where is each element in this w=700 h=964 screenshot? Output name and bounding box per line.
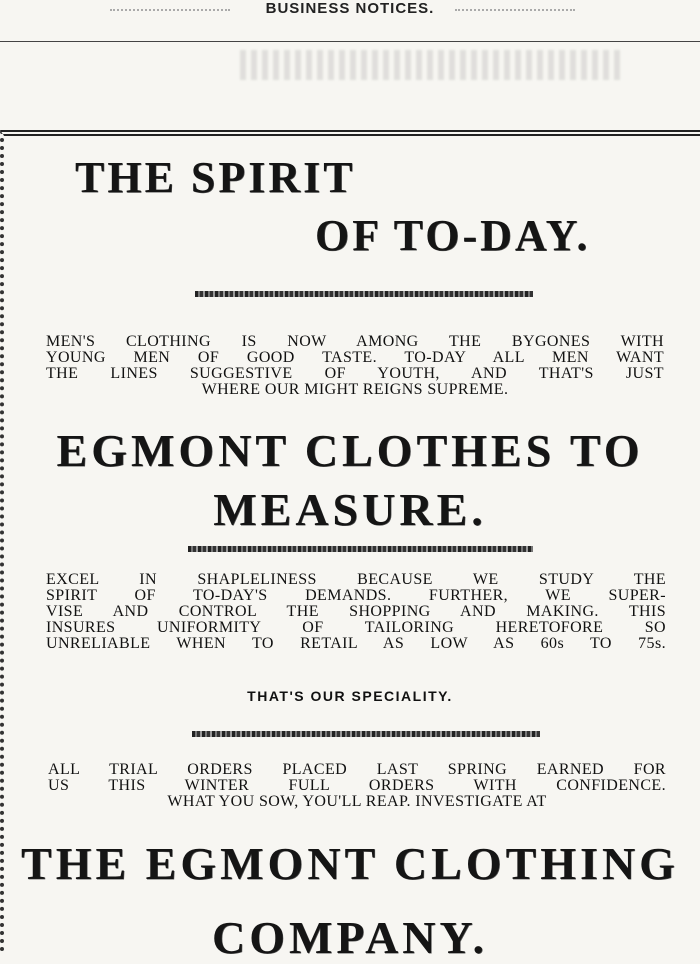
headline-line1: THE SPIRIT <box>75 153 356 202</box>
header-dots-right <box>455 9 575 13</box>
closing-line: US THIS WINTER FULL ORDERS WITH CONFIDENCE. <box>48 777 666 794</box>
intro-line: MEN'S CLOTHING IS NOW AMONG THE BYGONES WITH <box>46 333 664 350</box>
intro-paragraph <box>46 334 664 398</box>
closing-paragraph <box>48 762 666 810</box>
closing-line: WHAT YOU SOW, YOU'LL REAP. INVESTIGATE AT <box>167 793 547 810</box>
page-header <box>0 0 700 20</box>
product-line1: EGMONT CLOTHES TO <box>56 425 644 476</box>
company-line2: COMPANY. <box>211 912 489 963</box>
headline-line2: OF TO-DAY. <box>315 211 591 260</box>
body-line: EXCEL IN SHAPLELINESS BECAUSE WE STUDY THE <box>46 571 666 588</box>
section-label: BUSINESS NOTICES. <box>265 0 435 17</box>
body-line: UNRELIABLE WHEN TO RETAIL AS LOW AS 60s TO 75s. <box>46 635 666 652</box>
body-line: INSURES UNIFORMITY OF TAILORING HERETOFORE SO <box>46 619 666 636</box>
intro-line: WHERE OUR MIGHT REIGNS SUPREME. <box>201 381 509 398</box>
intro-line: YOUNG MEN OF GOOD TASTE. TO-DAY ALL MEN WANT <box>46 349 664 366</box>
company-line1: THE EGMONT CLOTHING <box>21 838 679 889</box>
divider-1 <box>195 291 533 297</box>
closing-line: ALL TRIAL ORDERS PLACED LAST SPRING EARNED FOR <box>48 761 666 778</box>
faded-bleedthrough-text <box>240 50 620 80</box>
divider-3 <box>192 731 540 737</box>
body-line: SPIRIT OF TO-DAY'S DEMANDS. FURTHER, WE SUPER- <box>46 587 666 604</box>
body-line: VISE AND CONTROL THE SHOPPING AND MAKING. THIS <box>46 603 666 620</box>
header-rule <box>0 41 700 42</box>
specialty-line: THAT'S OUR SPECIALITY. <box>247 688 453 704</box>
product-line2: MEASURE. <box>213 484 487 535</box>
intro-line: THE LINES SUGGESTIVE OF YOUTH, AND THAT'S JUST <box>46 365 664 382</box>
divider-2 <box>188 546 533 552</box>
body-paragraph <box>46 572 666 652</box>
